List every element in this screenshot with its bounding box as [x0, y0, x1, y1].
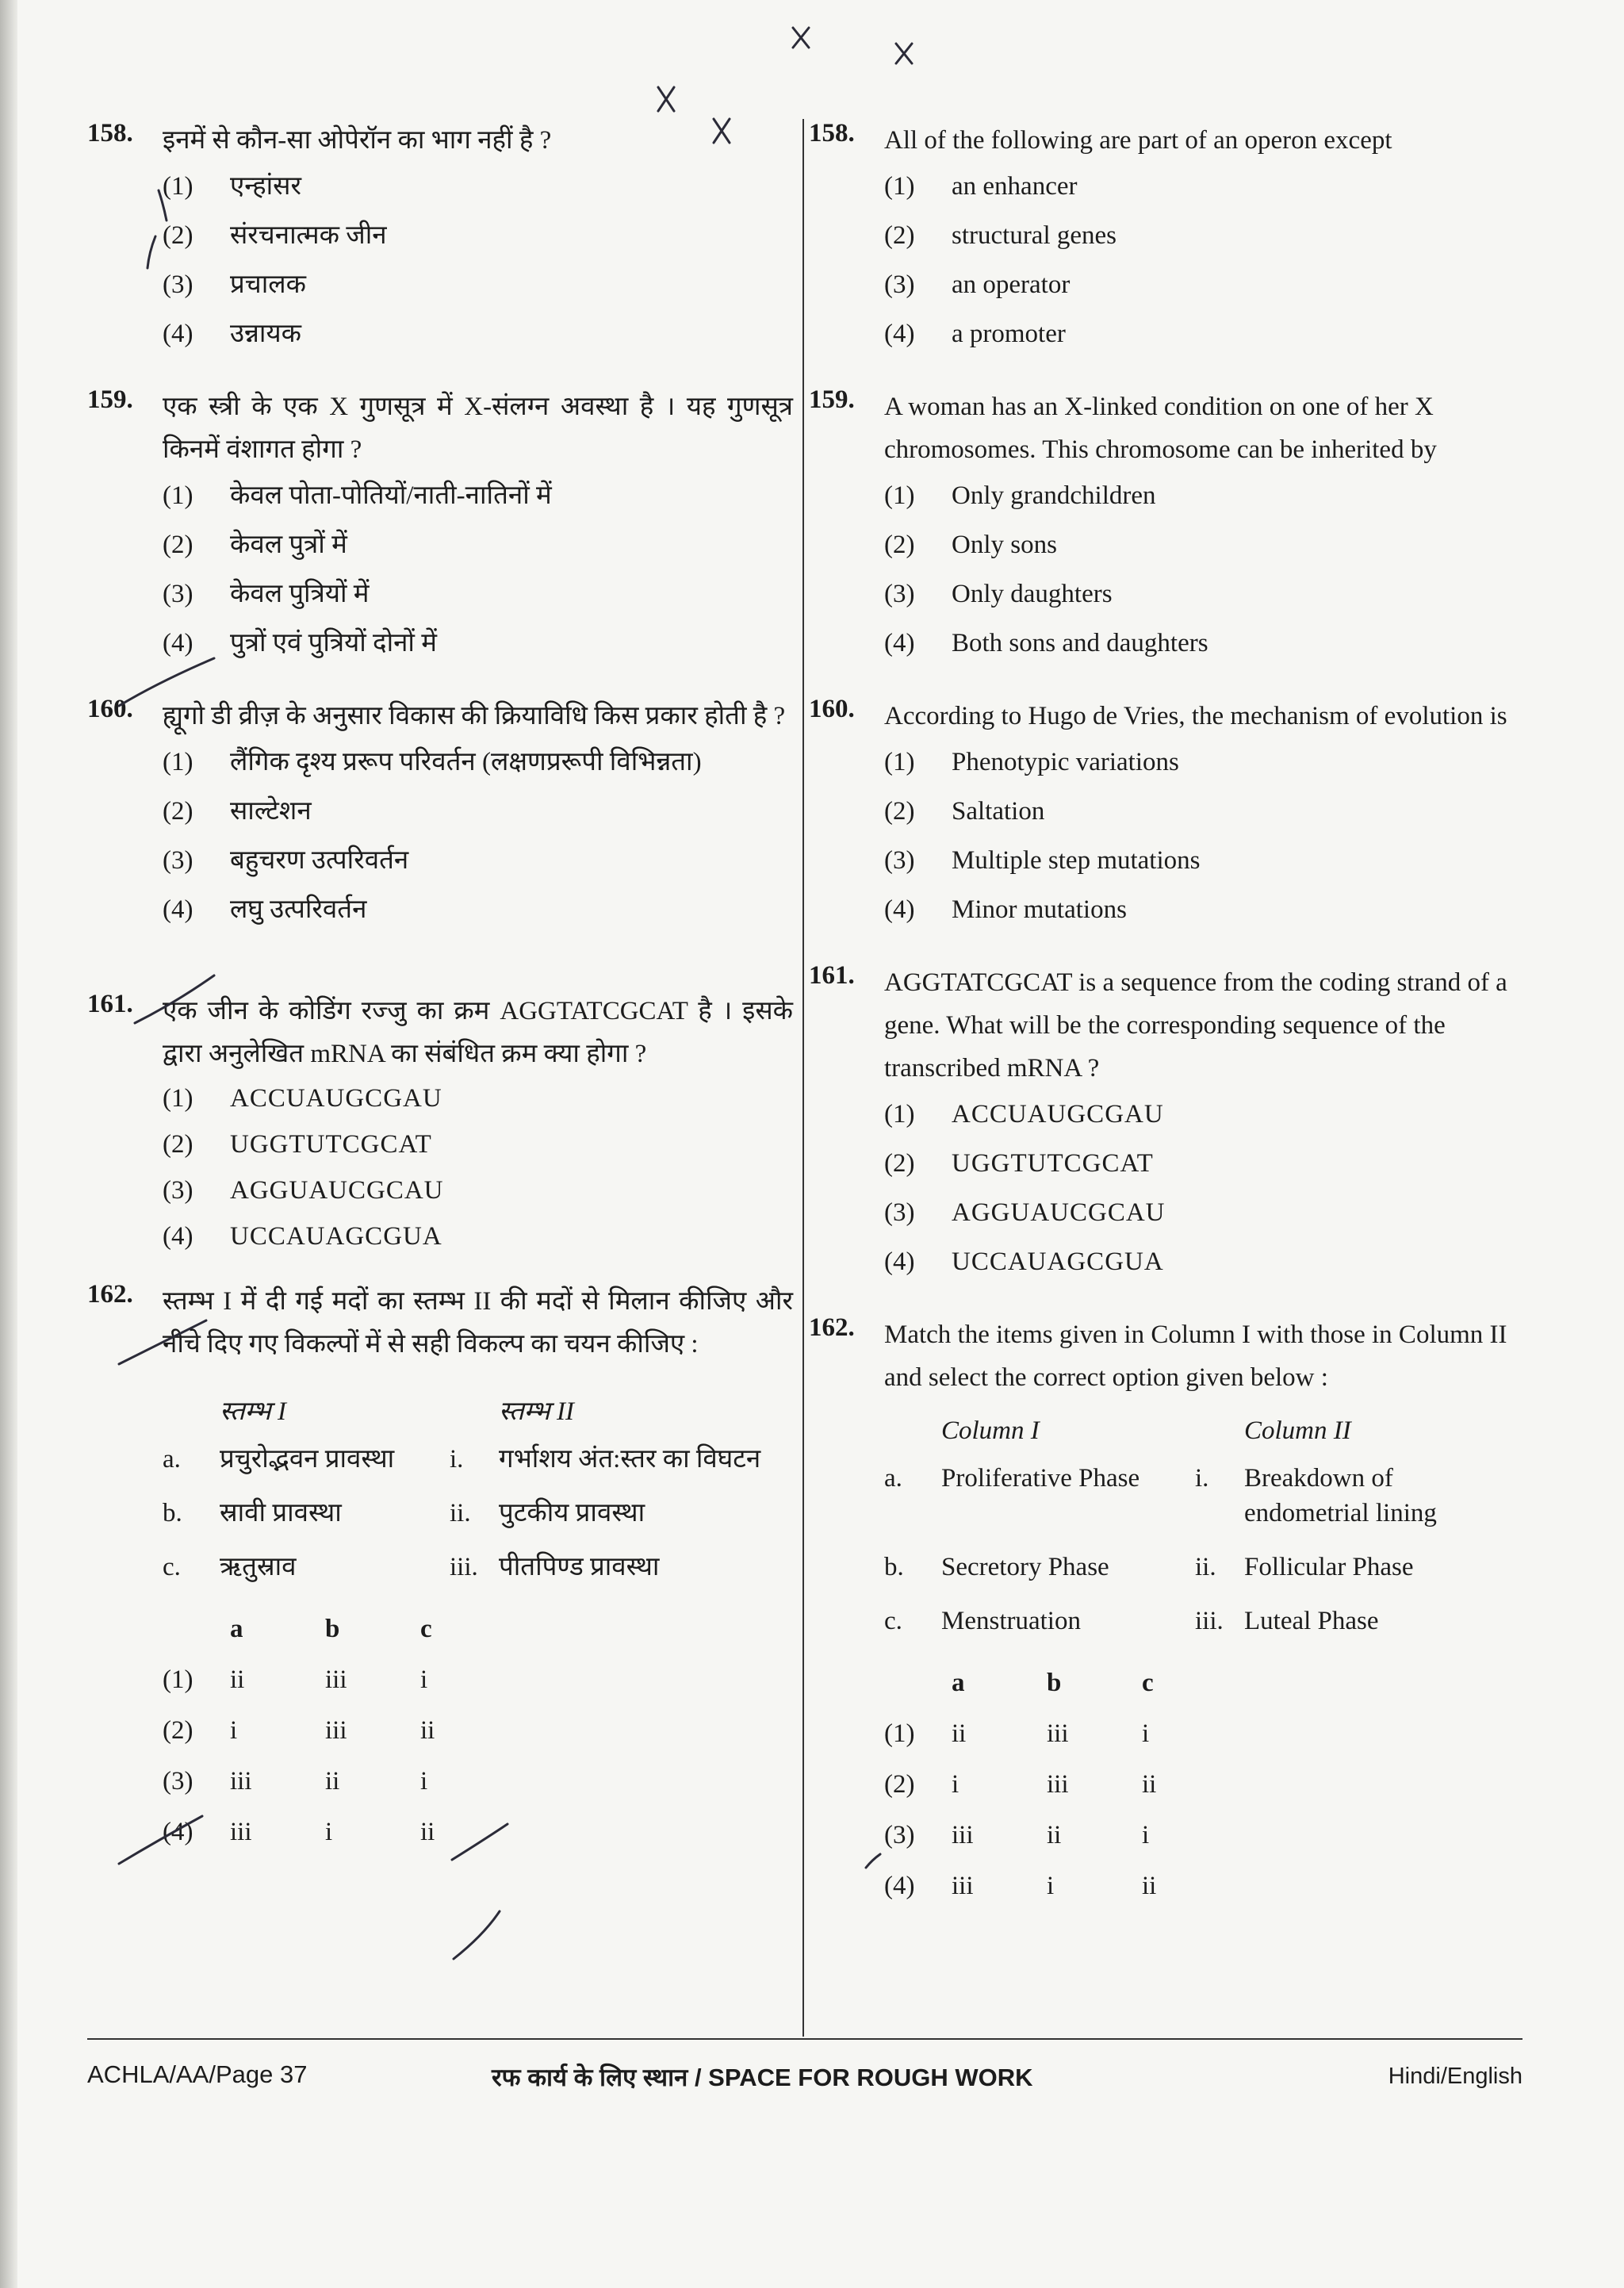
column-divider [802, 119, 804, 2037]
column-2-heading: Column II [1244, 1416, 1351, 1445]
option-4: (4) Minor mutations [884, 895, 1127, 924]
option-1: (1) ACCUAUGCGAU [884, 1100, 1164, 1129]
option-4: (4) iii i ii [884, 1872, 1157, 1900]
page-code: ACHLA/AA/Page 37 [87, 2060, 308, 2088]
option-4: (4) पुत्रों एवं पुत्रियों दोनों में [163, 629, 437, 657]
option-3: (3) an operator [884, 270, 1071, 299]
question-text: स्तम्भ I में दी गई मदों का स्तम्भ II की मदों से मिलान कीजिए और नीचे दिए गए विकल्पों में से सही विकल्प का चयन कीजिए : [163, 1287, 793, 1359]
question-text: एक स्त्री के एक X गुणसूत्र में X-संलग्न अवस्था है । यह गुणसूत्र किनमें वंशागत होगा ? [163, 393, 793, 464]
option-1: (1) Phenotypic variations [884, 748, 1179, 776]
option-3: (3) केवल पुत्रियों में [163, 580, 370, 608]
question-text: Match the items given in Column I with those in Column II and select the correct option given below : [884, 1320, 1507, 1392]
match-table [163, 1388, 793, 1585]
option-2: (2) साल्टेशन [163, 797, 312, 826]
option-1: (1) an enhancer [884, 172, 1078, 201]
scanned-page-edge [0, 0, 17, 2288]
option-3: (3) प्रचालक [163, 270, 306, 299]
option-4: (4) उन्नायक [163, 320, 301, 348]
question-159-hindi [87, 385, 793, 668]
option-3: (3) Only daughters [884, 580, 1113, 608]
question-text: According to Hugo de Vries, the mechanism of evolution is [884, 702, 1507, 730]
option-3: (3) बहुचरण उत्परिवर्तन [163, 846, 409, 875]
match-row: a. Proliferative Phase i. Breakdown of endometrial lining [884, 1464, 1437, 1527]
column-1-heading: स्तम्भ I [220, 1397, 286, 1426]
option-3: (3) iii ii i [163, 1767, 428, 1796]
match-row: b. स्रावी प्रावस्था ii. पुटकीय प्रावस्था [163, 1499, 645, 1527]
option-4: (4) UCCAUAGCGUA [884, 1247, 1164, 1276]
match-row: a. प्रचुरोद्भवन प्रावस्था i. गर्भाशय अंत:स्तर का विघटन [163, 1445, 761, 1474]
question-text: All of the following are part of an operon except [884, 126, 1392, 155]
option-2: (2) i iii ii [884, 1770, 1157, 1799]
question-161-hindi [87, 990, 793, 1259]
option-2: (2) Saltation [884, 797, 1045, 826]
answer-options-grid: a b c (1) ii iii i (2) i iii ii (3) iii ii i (4) iii i ii [884, 1658, 1522, 1911]
option-3: (3) iii ii i [884, 1821, 1150, 1849]
question-162-english [809, 1313, 1522, 1911]
question-number: 159. [809, 385, 855, 414]
option-2: (2) संरचनात्मक जीन [163, 221, 387, 250]
column-2-heading: स्तम्भ II [499, 1397, 574, 1426]
option-1: (1) Only grandchildren [884, 481, 1156, 510]
question-number: 158. [87, 119, 133, 148]
question-number: 160. [87, 695, 133, 723]
language-label: Hindi/English [1388, 2064, 1522, 2089]
answer-options-grid: a b c (1) ii iii i (2) i iii ii (3) iii ii i (4) iii i ii [163, 1604, 793, 1857]
option-4: (4) iii i ii [163, 1818, 435, 1846]
question-text: A woman has an X-linked condition on one of her X chromosomes. This chromosome can be inherited by [884, 393, 1437, 464]
option-1: (1) ii iii i [163, 1665, 428, 1694]
option-1: (1) ACCUAUGCGAU [163, 1084, 442, 1113]
question-text: ह्यूगो डी व्रीज़ के अनुसार विकास की क्रियाविधि किस प्रकार होती है ? [163, 702, 786, 730]
question-text: इनमें से कौन-सा ओपेरॉन का भाग नहीं है ? [163, 126, 552, 155]
option-4: (4) Both sons and daughters [884, 629, 1208, 657]
question-number: 161. [809, 961, 855, 990]
question-number: 162. [809, 1313, 855, 1342]
option-1: (1) ii iii i [884, 1719, 1150, 1748]
match-row: c. Menstruation iii. Luteal Phase [884, 1607, 1379, 1635]
english-column [809, 119, 1522, 1943]
footer-rule [87, 2038, 1522, 2040]
option-2: (2) i iii ii [163, 1716, 435, 1745]
column-1-heading: Column I [941, 1416, 1040, 1445]
question-number: 159. [87, 385, 133, 414]
question-160-english [809, 695, 1522, 934]
question-text: AGGTATCGCAT is a sequence from the coding strand of a gene. What will be the corresponding sequence of the transcribed mRNA ? [884, 968, 1507, 1083]
question-number: 158. [809, 119, 855, 148]
option-4: (4) लघु उत्परिवर्तन [163, 895, 367, 924]
match-row: c. ऋतुस्राव iii. पीतपिण्ड प्रावस्था [163, 1553, 660, 1581]
question-number: 162. [87, 1280, 133, 1309]
option-3: (3) AGGUAUCGCAU [163, 1176, 444, 1205]
match-table [884, 1407, 1522, 1638]
question-160-hindi [87, 695, 793, 934]
question-161-english [809, 961, 1522, 1286]
option-2: (2) UGGTUTCGCAT [163, 1130, 432, 1159]
option-3: (3) AGGUAUCGCAU [884, 1198, 1166, 1227]
option-2: (2) केवल पुत्रों में [163, 531, 347, 559]
question-text: एक जीन के कोडिंग रज्जु का क्रम AGGTATCGCAT है । इसके द्वारा अनुलेखित mRNA का संबंधित क्रम क्या होगा ? [163, 997, 793, 1068]
question-number: 160. [809, 695, 855, 723]
option-1: (1) एन्हांसर [163, 172, 301, 201]
option-4: (4) UCCAUAGCGUA [163, 1222, 442, 1251]
match-row: b. Secretory Phase ii. Follicular Phase [884, 1553, 1414, 1581]
option-2: (2) structural genes [884, 221, 1117, 250]
question-158-hindi [87, 119, 793, 358]
page-footer [87, 2060, 1522, 2108]
option-2: (2) Only sons [884, 531, 1057, 559]
rough-work-label: रफ कार्य के लिए स्थान / SPACE FOR ROUGH WORK [492, 2064, 1033, 2091]
question-number: 161. [87, 990, 133, 1018]
question-162-hindi [87, 1280, 793, 1857]
option-4: (4) a promoter [884, 320, 1066, 348]
option-1: (1) लैंगिक दृश्य प्ररूप परिवर्तन (लक्षणप्ररूपी विभिन्नता) [163, 748, 702, 776]
option-3: (3) Multiple step mutations [884, 846, 1201, 875]
hindi-column [87, 119, 793, 1889]
question-158-english [809, 119, 1522, 358]
option-1: (1) केवल पोता-पोतियों/नाती-नातिनों में [163, 481, 552, 510]
option-2: (2) UGGTUTCGCAT [884, 1149, 1154, 1178]
question-159-english [809, 385, 1522, 668]
